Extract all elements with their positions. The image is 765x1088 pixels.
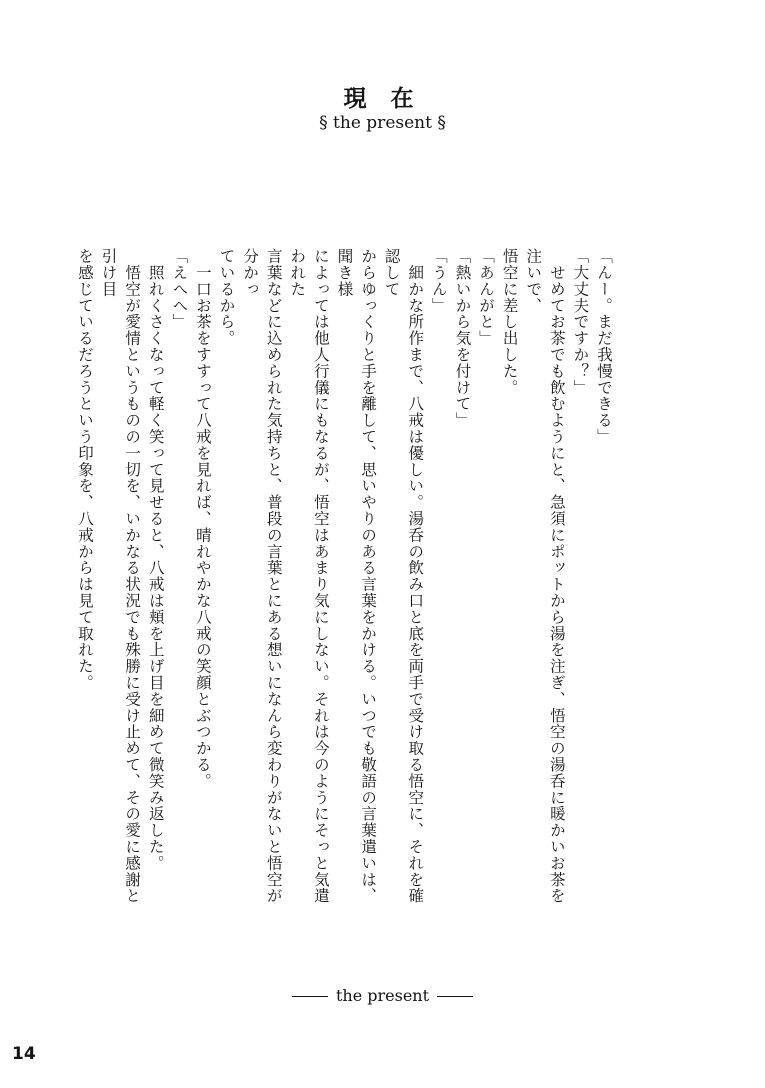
paragraph: 「えへへ」 — [170, 248, 189, 330]
paragraph: 「あんがと」 — [477, 248, 496, 347]
paragraph: 「熱いから気を付けて」 — [453, 248, 472, 429]
paragraph: 言葉などに込められた気持ちと、普段の言葉とにある想いになんら変わりがないと悟空が分かっ — [241, 248, 283, 904]
page-subtitle: § the present § — [319, 113, 446, 133]
paragraph: 細かな所作まで、八戒は優しい。湯呑の飲み口と底を両手で受け取る悟空に、それを確認して — [382, 248, 425, 904]
paragraph: ているから。 — [217, 248, 236, 347]
page-number: 14 — [12, 1044, 36, 1064]
paragraph: 「大丈夫ですか？」 — [571, 248, 590, 396]
paragraph: 悟空に差し出した。 — [500, 248, 519, 396]
paragraph: 悟空が愛情というものの一切を、いかなる状況でも殊勝に受け止めて、その愛に感謝と引け目 — [99, 248, 142, 904]
page-title: 現 在 — [343, 86, 422, 112]
paragraph: 「うん」 — [429, 248, 448, 314]
footer-rule-right — [437, 996, 473, 997]
paragraph: によっては他人行儀にもなるが、悟空はあまり気にしない。それは今のようにそっと気遣われた — [288, 248, 330, 904]
paragraph: せめてお茶でも飲むようにと、急須にポットから湯を注ぎ、悟空の湯呑に暖かいお茶を注いで、 — [524, 248, 566, 904]
paragraph: を感じているだろうという印象を、八戒からは見て取れた。 — [75, 248, 94, 691]
paragraph: からゆっくりと手を離して、思いやりのある言葉をかける。いつでも敬語の言葉遣いは、聞き様 — [335, 248, 378, 904]
footer-rule-left — [292, 996, 328, 997]
paragraph: 照れくさくなって軽く笑って見せると、八戒は頬を上げ目を細めて微笑み返した。 — [146, 248, 165, 872]
paragraph: 一口お茶をすすって八戒を見れば、晴れやかな八戒の笑顔とぶつかる。 — [193, 248, 212, 790]
footer-text: the present — [335, 986, 430, 1005]
footer — [0, 986, 765, 1005]
body-text — [72, 248, 615, 908]
paragraph: 「んー。まだ我慢できる」 — [595, 248, 613, 445]
